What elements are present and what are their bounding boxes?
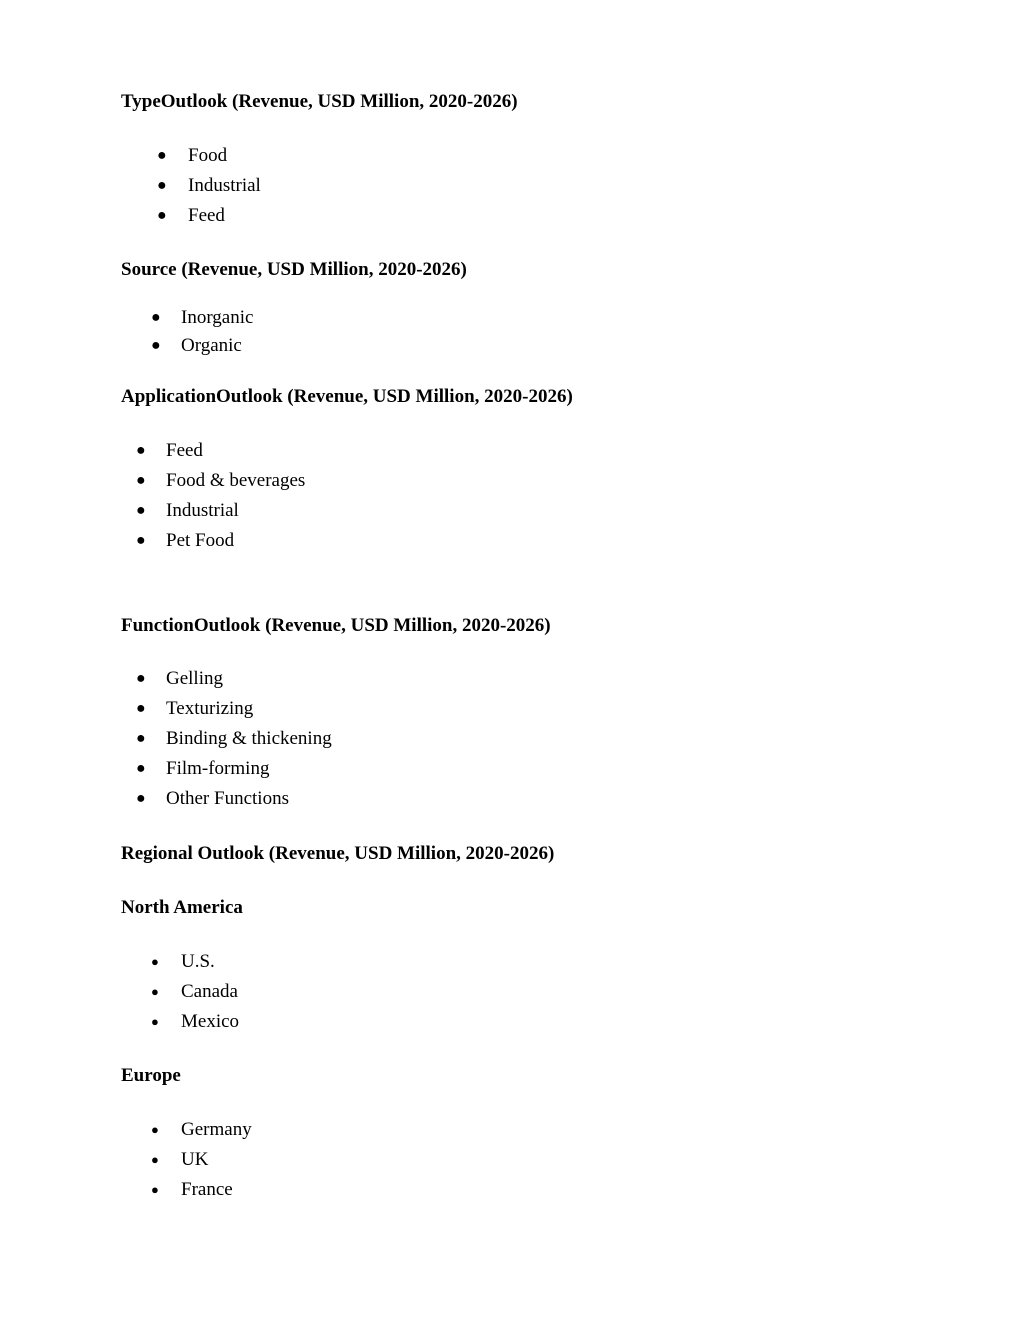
document-page: TypeOutlook (Revenue, USD Million, 2020-2026) ● Food ● Industrial ● Feed Source (Revenue, USD Million, 2020-2026) ● Inorganic ● Organic ApplicationOutlook (Revenue, USD Million, 2020-2026) ● Feed ● Food & beverages ● Industrial ● Pet Food FunctionOutlook (Revenue, USD Million, 2020-2026) ● Gelling ● Texturizing ● Binding & thickening ● Film-forming ● Other Functions Regional Outlook (Revenue, USD Million, 2020-2026) North America ● U.S. ● Canada ● Mexico Europe ● Germany ● UK ● France <box>0 0 1024 1325</box>
bullet-icon: ● <box>136 760 146 777</box>
section-heading-application-outlook: ApplicationOutlook (Revenue, USD Million, 2020-2026) <box>121 386 573 407</box>
section-heading-north-america: North America <box>121 897 243 918</box>
bullet-icon: ● <box>151 1182 159 1197</box>
bullet-icon: ● <box>136 442 146 459</box>
bullet-icon: ● <box>136 502 146 519</box>
section-heading-europe: Europe <box>121 1065 181 1086</box>
bullet-icon: ● <box>151 1152 159 1167</box>
bullet-icon: ● <box>136 472 146 489</box>
bullet-icon: ● <box>136 730 146 747</box>
bullet-icon: ● <box>157 147 167 164</box>
bullet-icon: ● <box>151 337 161 354</box>
bullet-icon: ● <box>151 984 159 999</box>
section-heading-source: Source (Revenue, USD Million, 2020-2026) <box>121 259 467 280</box>
bullet-icon: ● <box>136 532 146 549</box>
section-heading-function-outlook: FunctionOutlook (Revenue, USD Million, 2020-2026) <box>121 615 551 636</box>
bullet-icon: ● <box>136 790 146 807</box>
bullet-icon: ● <box>157 207 167 224</box>
bullet-icon: ● <box>151 1122 159 1137</box>
bullet-icon: ● <box>136 670 146 687</box>
bullet-icon: ● <box>157 177 167 194</box>
bullet-icon: ● <box>136 700 146 717</box>
section-heading-regional-outlook: Regional Outlook (Revenue, USD Million, 2020-2026) <box>121 843 555 864</box>
bullet-icon: ● <box>151 309 161 326</box>
section-heading-type-outlook: TypeOutlook (Revenue, USD Million, 2020-2026) <box>121 91 518 112</box>
bullet-icon: ● <box>151 1014 159 1029</box>
bullet-icon: ● <box>151 954 159 969</box>
